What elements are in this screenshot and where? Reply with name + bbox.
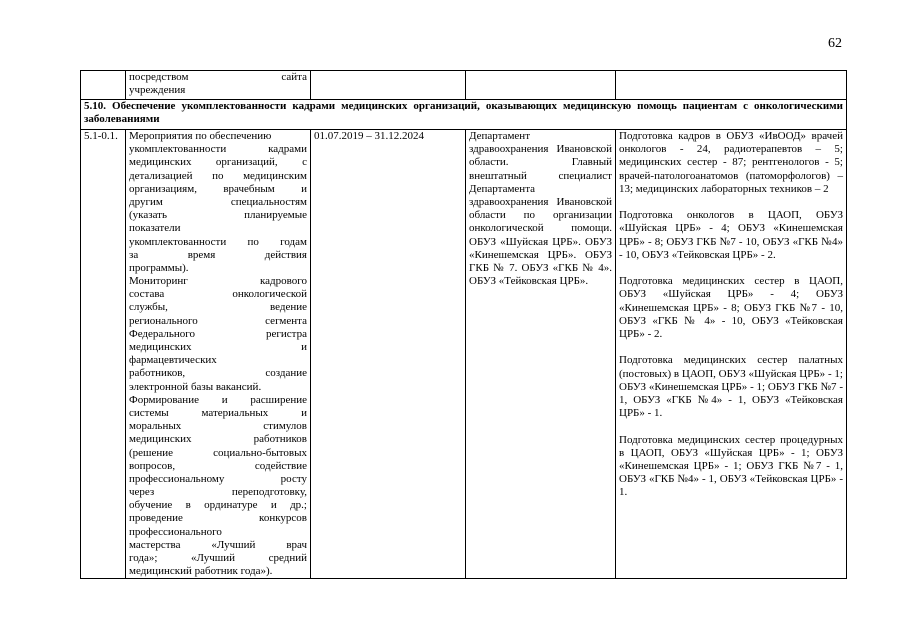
measure-line: регионального сегмента [129, 314, 307, 327]
measure-line: организациям, врачебным и [129, 182, 307, 195]
measure-line: профессионального [129, 525, 222, 538]
measure-line: года»; «Лучший средний [129, 552, 307, 564]
result-paragraph: Подготовка медицинских сестер процедурных в ЦАОП, ОБУЗ «Шуйская ЦРБ» - 1; ОБУЗ «Кинешемская ЦРБ» - 1; ОБУЗ ГКБ №7 - 1, ОБУЗ «ГКБ №4» - 1, ОБУЗ «Тейковская ЦРБ» - 1. [619, 433, 843, 499]
measure-line: показатели [129, 222, 181, 235]
measure-line: (решение социально-бытовых [129, 446, 307, 459]
measure-line: укомплектованности кадрами [129, 143, 307, 156]
top-period-cell [311, 71, 466, 100]
top-measure-cell [126, 71, 311, 100]
page-number: 62 [828, 36, 842, 51]
measure-line: детализацией по медицинским [129, 169, 307, 182]
measure-line: системы материальных и [129, 406, 307, 419]
measure-line: Мониторинг кадрового [129, 275, 307, 288]
measure-line: проведение конкурсов [129, 512, 307, 525]
measure-line: укомплектованности по годам [129, 235, 307, 248]
section-title: 5.10. Обеспечение укомплектованности кадрами медицинских организаций, оказывающих медицинскую помощь пациентам с онкологическими заболеваниями [81, 100, 847, 130]
top-number-cell [81, 71, 126, 100]
measure-line: Федерального регистра [129, 327, 307, 340]
measure-line: обучение в ординатуре и др.; [129, 499, 307, 512]
measure-line: вопросов, содействие [129, 459, 307, 472]
measure-line: программы). [129, 261, 189, 274]
measure-line: состава онкологической [129, 288, 307, 301]
measure-line: Формирование и расширение [129, 393, 307, 406]
measure-line: фармацевтических [129, 354, 217, 367]
activities-table [80, 70, 847, 579]
table-row-top [81, 71, 847, 100]
responsible-cell: Департамент здравоохранения Ивановской области. Главный внештатный специалист Департамента здравоохранения Ивановской области по организации онкологической помощи. ОБУЗ «Шуйская ЦРБ». ОБУЗ «Кинешемская ЦРБ». ОБУЗ ГКБ № 7. ОБУЗ «ГКБ № 4». ОБУЗ «Тейковская ЦРБ». [466, 130, 616, 579]
result-paragraph: Подготовка онкологов в ЦАОП, ОБУЗ «Шуйская ЦРБ» - 4; ОБУЗ «Кинешемская ЦРБ» - 8; ОБУЗ ГКБ №7 - 10, ОБУЗ «ГКБ №4» - 10, ОБУЗ «Тейковская ЦРБ» - 2. [619, 209, 843, 261]
table-row [81, 130, 847, 579]
measure-line: электронной базы вакансий. [129, 380, 262, 393]
result-paragraph: Подготовка медицинских сестер палатных (постовых) в ЦАОП, ОБУЗ «Шуйская ЦРБ» - 1; ОБУЗ «Кинешемская ЦРБ» - 1; ОБУЗ ГКБ №7 - 1, ОБУЗ «ГКБ №4» - 1, ОБУЗ «Тейковская ЦРБ» - 1. [619, 354, 843, 420]
measure-line: (указать планируемые [129, 209, 307, 222]
measure-line: работников, создание [129, 367, 307, 380]
measure-line: через переподготовку, [129, 486, 307, 499]
result-paragraph: Подготовка кадров в ОБУЗ «ИвООД» врачей онкологов - 24, радиотерапевтов – 5; медицинских сестер - 87; рентгенологов - 5; врачей-патологоанатомов (патоморфологов) – 13; медицинских лабораторных техников – 2 [619, 130, 843, 195]
measure-line: медицинских организаций, с [129, 156, 307, 169]
results-cell [616, 130, 847, 579]
top-responsible-cell [466, 71, 616, 100]
measure-cell [126, 130, 311, 579]
measure-line: Мероприятия по обеспечению [129, 130, 272, 142]
measure-line: медицинских и [129, 341, 307, 353]
measure-line: медицинский работник года»). [129, 565, 273, 578]
measure-line: профессиональному росту [129, 472, 307, 485]
top-measure-line: учреждения [129, 84, 186, 97]
row-number: 5.1-0.1. [81, 130, 126, 579]
measure-line: моральных стимулов [129, 420, 307, 433]
section-header-row [81, 100, 847, 130]
top-results-cell [616, 71, 847, 100]
measure-line: мастерства «Лучший врач [129, 538, 307, 551]
measure-line: медицинских работников [129, 433, 307, 446]
measure-line: другим специальностям [129, 195, 307, 208]
measure-line: за время действия [129, 248, 307, 261]
top-measure-line: посредством сайта [129, 71, 307, 83]
period-cell: 01.07.2019 – 31.12.2024 [311, 130, 466, 579]
measure-line: службы, ведение [129, 301, 307, 314]
result-paragraph: Подготовка медицинских сестер в ЦАОП, ОБУЗ «Шуйская ЦРБ» - 4; ОБУЗ «Кинешемская ЦРБ» - 8; ОБУЗ ГКБ №7 - 10, ОБУЗ «ГКБ № 4» - 10, ОБУЗ «Тейковская ЦРБ» - 2. [619, 275, 843, 341]
